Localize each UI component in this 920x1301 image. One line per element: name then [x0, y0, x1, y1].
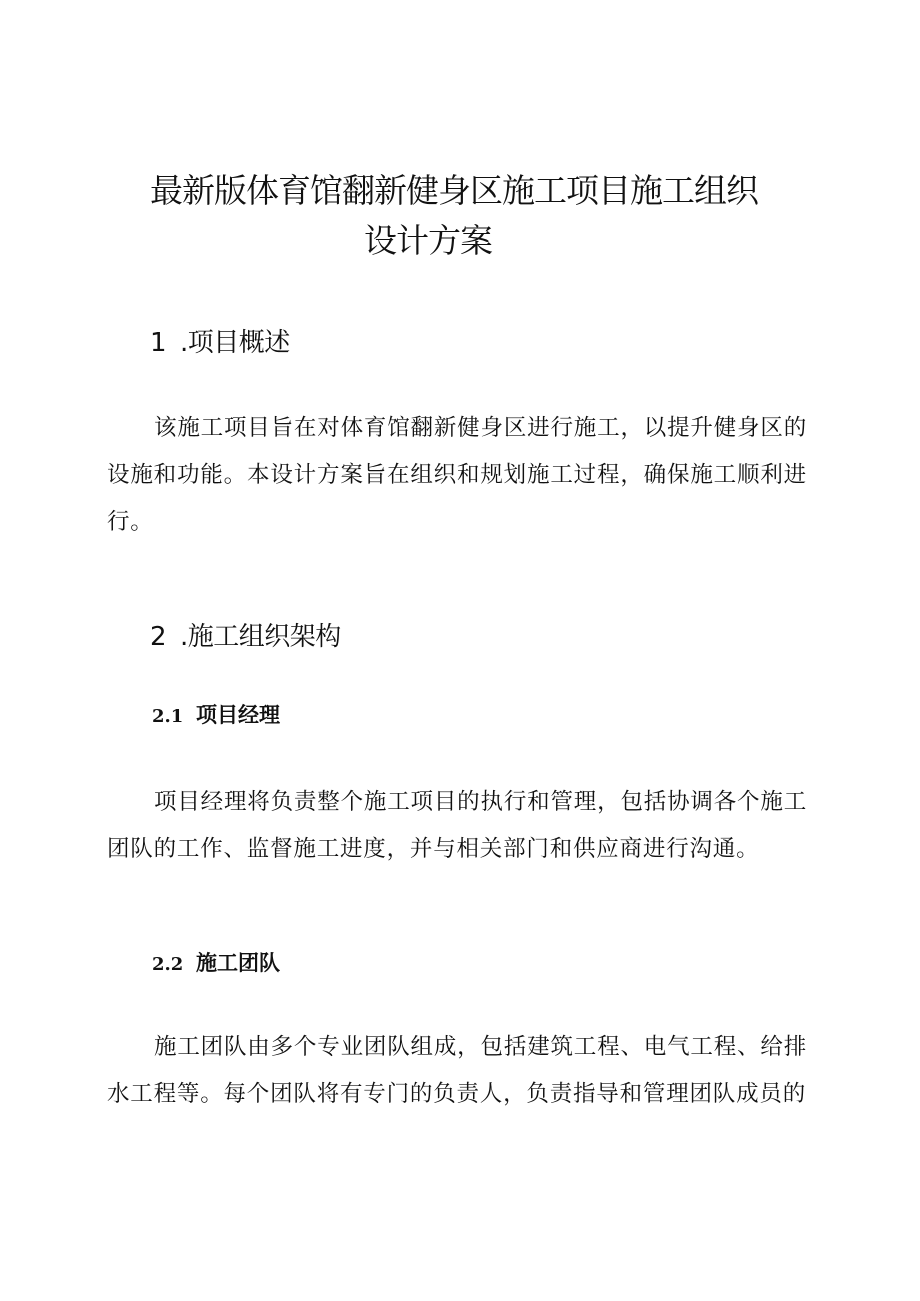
subsection-2-2-heading [152, 948, 280, 980]
section-1-title: .项目概述 [180, 328, 290, 358]
section-2-number: 2 [150, 622, 167, 652]
subsection-2-2-paragraph: 施工团队由多个专业团队组成，包括建筑工程、电气工程、给排水工程等。每个团队将有专门的负责人，负责指导和管理团队成员的 [107, 1034, 807, 1107]
section-1-paragraph: 该施工项目旨在对体育馆翻新健身区进行施工，以提升健身区的设施和功能。本设计方案旨在组织和规划施工过程，确保施工顺利进行。 [107, 415, 807, 535]
subsection-2-1-title: 项目经理 [196, 703, 280, 727]
document-title [150, 166, 810, 266]
title-line-1: 最新版体育馆翻新健身区施工项目施工组织 [150, 171, 758, 210]
section-2-title: .施工组织架构 [180, 622, 341, 652]
section-1-number: 1 [150, 328, 167, 358]
title-line-2: 设计方案 [364, 221, 492, 260]
subsection-2-1-heading [152, 700, 280, 732]
section-2-heading [150, 620, 341, 654]
section-1-heading [150, 326, 290, 360]
subsection-2-1-paragraph: 项目经理将负责整个施工项目的执行和管理，包括协调各个施工团队的工作、监督施工进度，并与相关部门和供应商进行沟通。 [107, 789, 807, 862]
subsection-2-2-title: 施工团队 [196, 951, 280, 975]
subsection-2-2-number: 2.2 [152, 954, 184, 975]
subsection-2-1-number: 2.1 [152, 706, 184, 727]
